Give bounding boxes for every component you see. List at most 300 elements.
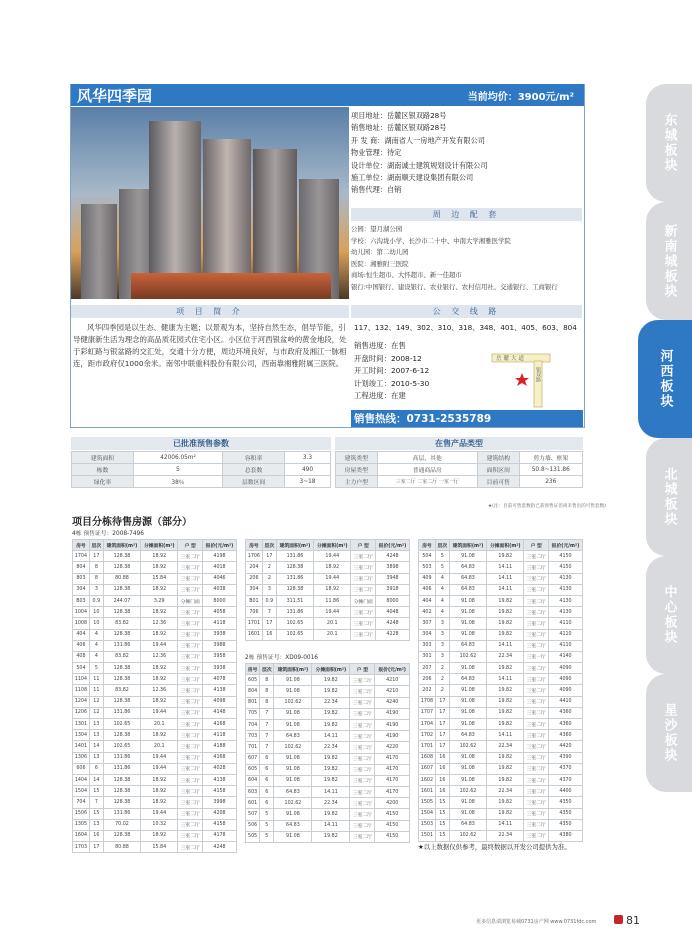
table-cell: 131.86 (103, 752, 140, 763)
table-cell: 206 (419, 674, 436, 685)
table-cell: 3918 (376, 584, 410, 595)
table-cell: 102.62 (274, 697, 312, 708)
table-cell: 8000 (203, 595, 237, 606)
column-header: 分摊面积(m²) (141, 540, 178, 551)
table-cell: 4228 (376, 629, 410, 640)
table-row (73, 774, 237, 785)
table-cell: 128.38 (276, 562, 313, 573)
table-cell: 406 (73, 640, 90, 651)
table-cell: 三室二厅 (351, 629, 376, 640)
table-cell: 2 (435, 674, 449, 685)
table-cell: 4130 (549, 607, 583, 618)
table-cell: 3 (435, 651, 449, 662)
types-table: 建筑类型 高层、其他 建筑结构 剪力墙、框架 房屋类型 普通商品房 面积区间 50.8~131.86 主力户型 三室二厅 二室二厅 一室一厅 目前可售 236 (335, 451, 583, 488)
table-cell: 4350 (549, 808, 583, 819)
table-row (73, 595, 237, 606)
table-cell: 18.92 (141, 830, 178, 841)
table-row (73, 551, 237, 562)
table-cell: 三室二厅 (350, 742, 375, 753)
table-cell: 22.34 (487, 741, 524, 752)
table-cell: 16 (262, 629, 276, 640)
types-note: ★(注：目前可售套数指已获预售证但尚未售出的可售套数) (488, 504, 606, 509)
table-cell: 18.92 (141, 562, 178, 573)
table-cell: 102.65 (276, 618, 313, 629)
table-cell: 4138 (203, 774, 237, 785)
column-header: 房号 (246, 540, 263, 551)
table-cell: 18.92 (141, 786, 178, 797)
table-cell: 20.1 (314, 618, 351, 629)
table-cell: 三室二厅 (524, 730, 549, 741)
table-cell: 16 (435, 774, 449, 785)
table-row (419, 674, 583, 685)
table-cell: 128.38 (103, 830, 140, 841)
table-cell: 三室二厅 (350, 809, 375, 820)
table-cell: 1702 (419, 730, 436, 741)
table-cell: 4248 (203, 842, 237, 853)
table-cell: 4168 (203, 719, 237, 730)
table-row (73, 763, 237, 774)
table-cell: 244.07 (103, 595, 140, 606)
column-header: 户 型 (350, 664, 375, 675)
table-cell: 13 (89, 719, 103, 730)
table-row (246, 595, 410, 606)
table-cell: 三室二厅 (524, 786, 549, 797)
table-cell: 3998 (203, 797, 237, 808)
table-row (73, 719, 237, 730)
table-cell: 4190 (375, 719, 410, 730)
table-cell: 3948 (376, 573, 410, 584)
table-row (246, 629, 410, 640)
table-cell: 1504 (73, 786, 90, 797)
table-cell: 三室二厅 (524, 674, 549, 685)
table-cell: 三室二厅 (178, 607, 203, 618)
project-intro: 风华四季园是以生态、健康为主题；以景观为本，坚持自然生态，倡导节能，引导健康新生活为理念的高品质花园式住宅小区。小区位于河西银盆岭的黄金地段，处于彩虹路与银盆路的交汇处，交通十分方便，周边环境良好，与市政府及湘江一脉相连，距市政府仅1000余米。南邻中联重科股份有限公司，西南靠湘雅附属三医院。 (73, 323, 347, 368)
table-row (419, 584, 583, 595)
table-cell: 4090 (549, 663, 583, 674)
params-table: 建筑面积 42006.05m² 容积率 3.3 栋数 5 总套数 490 绿化率 38％ 层数区间 3~18 (71, 451, 331, 488)
table-cell: 4370 (549, 774, 583, 785)
tab-beicheng[interactable]: 北城板块 (646, 438, 692, 556)
table-cell: 4208 (203, 808, 237, 819)
table-cell: 1204 (73, 696, 90, 707)
table-cell: 2 (262, 573, 276, 584)
table-cell: 5 (260, 820, 274, 831)
table-cell: 19.82 (487, 774, 524, 785)
table-cell: 15 (435, 797, 449, 808)
table-cell: 三室二厅 (524, 741, 549, 752)
table-row (246, 607, 410, 618)
intro-title: 项 目 简 介 (71, 305, 349, 318)
table-cell: 1706 (246, 551, 263, 562)
table-cell: 1505 (419, 797, 436, 808)
table-row (246, 731, 410, 742)
table-row (419, 595, 583, 606)
table-cell: 16 (435, 752, 449, 763)
table-cell: 7 (262, 607, 276, 618)
table-cell: 128.38 (103, 674, 140, 685)
column-header: 建筑面积(m²) (449, 540, 486, 551)
table-cell: 4 (435, 607, 449, 618)
table-cell: 4078 (203, 674, 237, 685)
table-cell: 303 (419, 640, 436, 651)
table-row (419, 651, 583, 662)
table-cell: 4110 (549, 640, 583, 651)
table-row (419, 719, 583, 730)
table-cell: 91.08 (449, 696, 486, 707)
column-header: 层次 (89, 540, 103, 551)
table-cell: 5 (89, 663, 103, 674)
location-map (478, 341, 582, 411)
table-cell: 5 (260, 831, 274, 842)
table-cell: 70.02 (103, 819, 140, 830)
table-cell: 19.82 (312, 775, 350, 786)
table-cell: 19.82 (312, 708, 350, 719)
table-cell: 804 (246, 686, 260, 697)
table-cell: 13 (89, 752, 103, 763)
table-cell: 131.86 (276, 551, 313, 562)
table-cell: 102.65 (276, 629, 313, 640)
table-cell: 15 (435, 830, 449, 841)
column-header: 房号 (73, 540, 90, 551)
table-cell: 131.86 (276, 573, 313, 584)
table-cell: 128.38 (103, 607, 140, 618)
table-cell: 8 (89, 562, 103, 573)
table-cell: 1607 (419, 763, 436, 774)
tab-dongcheng[interactable]: 东城板块 (646, 84, 692, 202)
table-row (246, 753, 410, 764)
table-row (73, 618, 237, 629)
table-cell: 三室二厅 (524, 819, 549, 830)
table-cell: 5 (435, 551, 449, 562)
table-cell: 19.44 (314, 573, 351, 584)
table-cell: 4098 (203, 696, 237, 707)
table-cell: 202 (419, 685, 436, 696)
table-cell: 三室二厅 (178, 551, 203, 562)
table-cell: 6 (260, 787, 274, 798)
table-cell: 三室二厅 (524, 663, 549, 674)
table-cell: 4170 (375, 787, 410, 798)
table-cell: 14.11 (487, 640, 524, 651)
table-cell: 3938 (203, 663, 237, 674)
table-cell: 19.44 (141, 808, 178, 819)
table-cell: 三室二厅 (524, 607, 549, 618)
table-cell: 三室二厅 (524, 629, 549, 640)
table-cell: 80.88 (103, 573, 140, 584)
table-cell: 3 (89, 584, 103, 595)
table-cell: 14.11 (487, 674, 524, 685)
table-cell: 4 (89, 629, 103, 640)
table-cell: 607 (246, 753, 260, 764)
table-header-row (246, 540, 410, 551)
table-cell: 22.34 (487, 830, 524, 841)
table-cell: 19.82 (487, 707, 524, 718)
table-cell: 19.82 (312, 831, 350, 842)
table-cell: 4190 (375, 731, 410, 742)
table-cell: 三室二厅 (178, 651, 203, 662)
table-cell: 18.92 (314, 584, 351, 595)
table-cell: 803 (73, 573, 90, 584)
table-cell: 三室二厅 (178, 618, 203, 629)
table-cell: 91.08 (449, 607, 486, 618)
table-cell: 402 (419, 607, 436, 618)
table-cell: 606 (73, 763, 90, 774)
footer-site: 更多信息请浏览易城0731房产网 www.0731fdc.com (476, 919, 597, 925)
table-cell: 8 (260, 697, 274, 708)
column-header: 层次 (260, 664, 274, 675)
table-row (73, 674, 237, 685)
table-cell: 4110 (549, 618, 583, 629)
table-cell: 4190 (375, 708, 410, 719)
license-building-4: 4栋 预售证号：2008-7496 (72, 531, 144, 537)
table-cell: 11.86 (314, 595, 351, 606)
table-cell: 14.11 (312, 820, 350, 831)
table-cell: 三室二厅 (178, 730, 203, 741)
table-cell: 三室二厅 (350, 719, 375, 730)
table-cell: 三室二厅 (178, 819, 203, 830)
table-cell: 4 (435, 573, 449, 584)
table-cell: 三室二厅 (524, 640, 549, 651)
table-cell: 1501 (419, 830, 436, 841)
tab-xinnancheng[interactable]: 新南城板块 (646, 202, 692, 320)
table-cell: 三室二厅 (350, 831, 375, 842)
table-row (419, 685, 583, 696)
unit-table-c (418, 539, 583, 842)
table-cell: 三室二厅 (178, 562, 203, 573)
table-cell: 603 (246, 787, 260, 798)
table-cell: 4210 (375, 675, 410, 686)
project-info: 项目地址：岳麓区银双路28号 销售地址：岳麓区银双路28号 开 发 商：湖南省人一房地产开发有限公司 物业管理：待定 设计单位：湖南诚士建筑规划设计有限公司 施工单位：湖南顺天建设集团有限公司 销售代理：自销 (351, 111, 488, 195)
table-row (73, 741, 237, 752)
table-cell: 4 (89, 651, 103, 662)
table-cell: 16 (435, 786, 449, 797)
table-row (419, 663, 583, 674)
table-cell: 3958 (203, 651, 237, 662)
table-row (419, 730, 583, 741)
table-cell: 19.82 (487, 685, 524, 696)
table-cell: 4220 (375, 742, 410, 753)
table-cell: 4138 (203, 685, 237, 696)
table-cell: 20.1 (141, 741, 178, 752)
table-cell: 4410 (549, 696, 583, 707)
table-cell: 3.29 (141, 595, 178, 606)
table-cell: 三室二厅 (351, 573, 376, 584)
table-cell: 7 (260, 719, 274, 730)
table-cell: 19.82 (487, 618, 524, 629)
table-cell: 128.38 (103, 551, 140, 562)
table-cell: 三室二厅 (178, 741, 203, 752)
table-cell: 2 (435, 685, 449, 696)
column-header: 户 型 (178, 540, 203, 551)
table-row (73, 819, 237, 830)
table-cell: 701 (246, 742, 260, 753)
table-cell: 三室二厅 (178, 842, 203, 853)
table-cell: 1604 (73, 830, 90, 841)
table-cell: 1401 (73, 741, 90, 752)
table-cell: 206 (246, 573, 263, 584)
table-cell: 18.92 (141, 696, 178, 707)
table-cell: 3988 (203, 640, 237, 651)
table-cell: 1708 (419, 696, 436, 707)
table-cell: 19.44 (141, 752, 178, 763)
table-cell: 91.08 (449, 763, 486, 774)
map-road-label: 岳麓大道 (496, 356, 527, 362)
table-cell: 91.08 (274, 764, 312, 775)
tab-hexi[interactable]: 河西板块 (638, 320, 692, 438)
location-star-icon (515, 373, 529, 386)
column-header: 层次 (262, 540, 276, 551)
table-cell: 18.92 (141, 774, 178, 785)
table-cell: 19.44 (314, 551, 351, 562)
table-cell: 706 (246, 607, 263, 618)
table-row (73, 663, 237, 674)
table-cell: 83.82 (103, 651, 140, 662)
table-header-row (419, 540, 583, 551)
table-cell: 7 (89, 797, 103, 808)
section-title: 项目分栋待售房源（部分） (72, 517, 192, 528)
table-cell: 3 (435, 629, 449, 640)
table-cell: 三室二厅 (351, 584, 376, 595)
bus-title: 公 交 线 路 (351, 305, 582, 318)
table-cell: 64.83 (449, 584, 486, 595)
table-cell: 三室二厅 (524, 595, 549, 606)
table-cell: 三室二厅 (178, 663, 203, 674)
table-cell: 三室二厅 (178, 797, 203, 808)
table-row (73, 808, 237, 819)
table-cell: 19.82 (312, 686, 350, 697)
table-cell: 19.82 (487, 797, 524, 808)
table-row (73, 562, 237, 573)
table-cell: 三室二厅 (524, 797, 549, 808)
table-cell: 4170 (375, 764, 410, 775)
table-cell: 91.08 (274, 675, 312, 686)
table-cell: 12 (89, 707, 103, 718)
table-cell: 17 (89, 551, 103, 562)
table-row (246, 775, 410, 786)
table-row (419, 774, 583, 785)
table-cell: 4058 (203, 607, 237, 618)
table-cell: 4360 (549, 719, 583, 730)
table-row (73, 629, 237, 640)
types-title: 在售产品类型 (335, 437, 583, 450)
table-cell: 1301 (73, 719, 90, 730)
table-row (73, 640, 237, 651)
table-cell: 503 (419, 562, 436, 573)
table-cell: 15 (435, 819, 449, 830)
table-cell: 三室二厅 (178, 674, 203, 685)
table-cell: 7 (260, 731, 274, 742)
table-cell: 102.62 (274, 798, 312, 809)
table-cell: 三室一厅 (524, 651, 549, 662)
tab-xingsha[interactable]: 星沙板块 (646, 674, 692, 792)
table-cell: 三室二厅 (178, 763, 203, 774)
table-cell: 14.11 (487, 562, 524, 573)
table-cell: 91.08 (449, 774, 486, 785)
table-cell: 83.82 (103, 618, 140, 629)
table-row (73, 842, 237, 853)
table-cell: 4350 (549, 797, 583, 808)
table-row (419, 640, 583, 651)
table-cell: 7 (260, 742, 274, 753)
table-cell: 8 (260, 675, 274, 686)
table-cell: 19.44 (314, 607, 351, 618)
table-row (419, 819, 583, 830)
table-cell: 19.82 (312, 675, 350, 686)
table-cell: 19.82 (487, 629, 524, 640)
table-cell: 404 (73, 629, 90, 640)
table-cell: 6 (260, 775, 274, 786)
table-cell: 102.62 (274, 742, 312, 753)
params-title: 已批准预售参数 (71, 437, 331, 450)
table-cell: 11 (89, 685, 103, 696)
table-cell: 0.9 (262, 595, 276, 606)
table-cell: 1703 (73, 842, 90, 853)
project-title: 风华四季园 (77, 86, 153, 105)
facilities-title: 周 边 配 套 (351, 208, 582, 221)
table-cell: 4 (89, 640, 103, 651)
table-cell: 91.08 (274, 831, 312, 842)
table-cell: 17 (435, 707, 449, 718)
unit-table-a (72, 539, 237, 853)
table-cell: 14 (89, 741, 103, 752)
table-row (246, 798, 410, 809)
table-cell: 8000 (376, 595, 410, 606)
table-cell: 4370 (549, 763, 583, 774)
table-cell: 4200 (375, 798, 410, 809)
table-cell: 三室二厅 (524, 562, 549, 573)
table-cell: 18.92 (141, 629, 178, 640)
table-cell: 19.82 (312, 753, 350, 764)
bus-lines: 117、132、149、302、310、318、348、401、405、603、804 (354, 323, 577, 332)
table-cell: 三室二厅 (178, 752, 203, 763)
district-tabs (646, 84, 692, 794)
tab-zhongxin[interactable]: 中心板块 (646, 556, 692, 674)
table-cell: 0.9 (89, 595, 103, 606)
table-cell: 三室二厅 (178, 719, 203, 730)
table-cell: 91.08 (274, 708, 312, 719)
table-cell: 14.11 (312, 731, 350, 742)
table-cell: 605 (246, 764, 260, 775)
table-cell: 三室二厅 (178, 629, 203, 640)
table-cell: 19.82 (312, 764, 350, 775)
column-header: 建筑面积(m²) (274, 664, 312, 675)
column-header: 报价(元/m²) (203, 540, 237, 551)
table-cell: B03 (73, 595, 90, 606)
table-cell: 91.08 (449, 618, 486, 629)
table-row (73, 685, 237, 696)
table-cell: 3 (435, 618, 449, 629)
table-cell: 17 (89, 842, 103, 853)
column-header: 报价(元/m²) (376, 540, 410, 551)
column-header: 分摊面积(m²) (487, 540, 524, 551)
table-cell: 22.34 (312, 697, 350, 708)
table-cell: 64.83 (449, 640, 486, 651)
table-cell: 601 (246, 798, 260, 809)
table-row (419, 562, 583, 573)
table-cell: 703 (246, 731, 260, 742)
table-cell: 三室二厅 (524, 618, 549, 629)
table-row (73, 651, 237, 662)
table-cell: 22.34 (312, 798, 350, 809)
table-cell: 三室二厅 (524, 774, 549, 785)
table-cell: 三室二厅 (178, 808, 203, 819)
table-row (419, 786, 583, 797)
table-cell: 4028 (203, 763, 237, 774)
table-cell: 三室二厅 (524, 763, 549, 774)
column-header: 户 型 (351, 540, 376, 551)
table-cell: 4248 (376, 618, 410, 629)
table-cell: 64.83 (449, 819, 486, 830)
table-cell: 19.82 (487, 719, 524, 730)
